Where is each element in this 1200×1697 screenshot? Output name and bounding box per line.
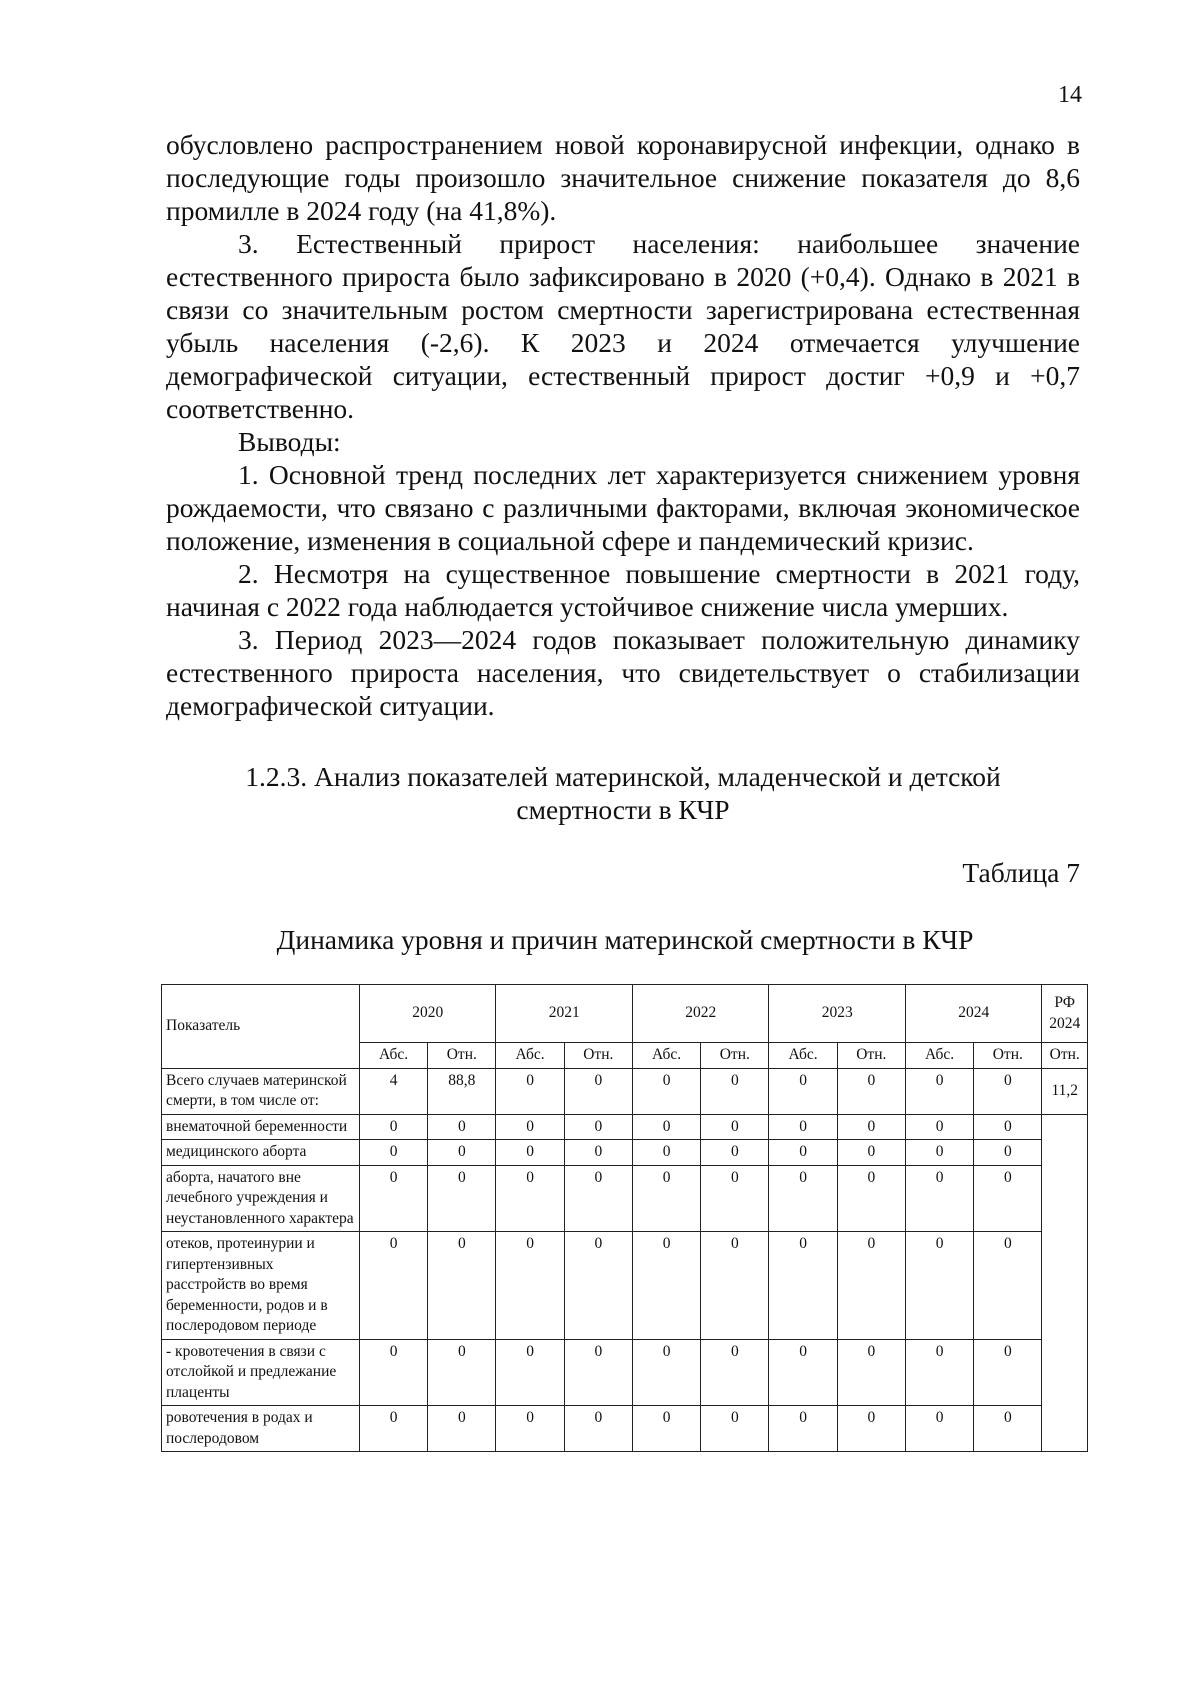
rf-value: 11,2	[1042, 1068, 1088, 1114]
table-cell: 0	[564, 1406, 632, 1452]
table-cell: 0	[632, 1165, 700, 1232]
table-cell: 0	[359, 1140, 427, 1166]
paragraph: 3. Период 2023—2024 годов показывает положительную динамику естественного прироста населения, что свидетельствует о стабилизации демографической ситуации.	[166, 624, 1080, 721]
otn-header: Отн.	[428, 1043, 496, 1069]
indicator-header: Показатель	[162, 985, 360, 1069]
table-cell: 0	[837, 1406, 905, 1452]
table-cell: 0	[837, 1068, 905, 1114]
table-title: Динамика уровня и причин материнской смертности в КЧР	[276, 924, 974, 955]
rf-header-line: 2024	[1049, 1014, 1081, 1032]
table-cell: 0	[701, 1114, 769, 1140]
table-cell: 0	[428, 1140, 496, 1166]
table-cell: 0	[974, 1114, 1042, 1140]
table-row	[162, 1140, 1088, 1166]
paragraph: 2. Несмотря на существенное повышение смертности в 2021 году, начиная с 2022 года наблюдается устойчивое снижение числа умерших.	[166, 558, 1080, 622]
table-cell: 0	[837, 1232, 905, 1340]
table-cell: 0	[974, 1068, 1042, 1114]
row-label: внематочной беременности	[162, 1114, 360, 1140]
page-number: 14	[1058, 82, 1082, 108]
table-cell: 0	[905, 1339, 973, 1406]
table-cell: 0	[837, 1165, 905, 1232]
table-cell: 0	[359, 1339, 427, 1406]
table-cell: 0	[632, 1406, 700, 1452]
table-cell: 0	[769, 1165, 837, 1232]
table-cell: 0	[496, 1140, 564, 1166]
table-cell: 0	[428, 1165, 496, 1232]
otn-header: Отн.	[837, 1043, 905, 1069]
table-cell: 0	[701, 1232, 769, 1340]
year-header: 2023	[769, 985, 906, 1043]
table-cell: 0	[496, 1114, 564, 1140]
table-cell: 0	[428, 1232, 496, 1340]
abs-header: Абс.	[769, 1043, 837, 1069]
year-header: 2022	[632, 985, 769, 1043]
table-cell: 88,8	[428, 1068, 496, 1114]
section-heading-line: 1.2.3. Анализ показателей материнской, младенческой и детской	[245, 761, 1001, 792]
table-cell: 0	[496, 1165, 564, 1232]
table-row	[162, 1232, 1088, 1340]
table-row	[162, 1114, 1088, 1140]
rf-header	[1042, 985, 1088, 1043]
table-cell: 0	[359, 1114, 427, 1140]
year-header: 2024	[905, 985, 1042, 1043]
table-cell: 0	[837, 1140, 905, 1166]
table-cell: 0	[564, 1140, 632, 1166]
table-cell: 0	[769, 1068, 837, 1114]
table-cell: 0	[428, 1114, 496, 1140]
otn-header: Отн.	[564, 1043, 632, 1069]
table-cell: 0	[905, 1114, 973, 1140]
table-cell: 0	[564, 1068, 632, 1114]
paragraph: Выводы:	[238, 426, 341, 457]
row-label: отеков, протеинурии и гипертензивных расстройств во время беременности, родов и в послеродовом периоде	[162, 1232, 360, 1340]
table-cell: 0	[837, 1114, 905, 1140]
abs-header: Абс.	[496, 1043, 564, 1069]
otn-header: Отн.	[974, 1043, 1042, 1069]
section-heading	[166, 760, 1080, 826]
year-header: 2020	[359, 985, 496, 1043]
abs-header: Абс.	[905, 1043, 973, 1069]
year-header: 2021	[496, 985, 633, 1043]
paragraph: 3. Естественный прирост населения: наибольшее значение естественного прироста было зафиксировано в 2020 (+0,4). Однако в 2021 в связи со значительным ростом смертности зарегистрирована естественная убыль населения (-2,6). К 2023 и 2024 отмечается улучшение демографической ситуации, естественный прирост достиг +0,9 и +0,7 соответственно.	[166, 228, 1080, 424]
table-cell: 0	[769, 1114, 837, 1140]
abs-header: Абс.	[359, 1043, 427, 1069]
rf-otn-header: Отн.	[1042, 1043, 1088, 1069]
row-label: ровотечения в родах и послеродовом	[162, 1406, 360, 1452]
table-cell: 0	[632, 1140, 700, 1166]
table-cell: 0	[974, 1406, 1042, 1452]
table-cell: 0	[359, 1406, 427, 1452]
table-cell: 0	[632, 1339, 700, 1406]
table-cell: 0	[632, 1232, 700, 1340]
table-cell: 0	[905, 1406, 973, 1452]
table-cell: 0	[974, 1165, 1042, 1232]
row-label: - кровотечения в связи с отслойкой и предлежание плаценты	[162, 1339, 360, 1406]
table-cell: 0	[701, 1339, 769, 1406]
table-cell: 0	[837, 1339, 905, 1406]
row-label: медицинского аборта	[162, 1140, 360, 1166]
table-cell: 0	[632, 1114, 700, 1140]
table-row	[162, 1339, 1088, 1406]
table-cell: 0	[769, 1232, 837, 1340]
table-cell: 0	[769, 1406, 837, 1452]
table-cell: 0	[359, 1232, 427, 1340]
row-label: аборта, начатого вне лечебного учреждения и неустановленного характера	[162, 1165, 360, 1232]
table-cell: 0	[974, 1339, 1042, 1406]
rf-header-line: РФ	[1054, 994, 1076, 1011]
table-cell: 0	[701, 1165, 769, 1232]
table-cell: 0	[701, 1406, 769, 1452]
table-cell: 0	[701, 1140, 769, 1166]
table-cell: 0	[905, 1232, 973, 1340]
table-row	[162, 1406, 1088, 1452]
table-row	[162, 1165, 1088, 1232]
row-label: Всего случаев материнской смерти, в том числе от:	[162, 1068, 360, 1114]
table-cell: 0	[496, 1232, 564, 1340]
table-cell: 0	[359, 1165, 427, 1232]
paragraph: обусловлено распространением новой коронавирусной инфекции, однако в последующие годы произошло значительное снижение показателя до 8,6 промилле в 2024 году (на 41,8%).	[166, 129, 1080, 226]
table-cell: 0	[974, 1232, 1042, 1340]
table-cell: 0	[564, 1339, 632, 1406]
table-cell: 0	[769, 1140, 837, 1166]
paragraph: 1. Основной тренд последних лет характеризуется снижением уровня рождаемости, что связано с различными факторами, включая экономическое положение, изменения в социальной сфере и пандемический кризис.	[166, 459, 1080, 556]
table-cell: 4	[359, 1068, 427, 1114]
table-cell: 0	[632, 1068, 700, 1114]
table-cell: 0	[564, 1232, 632, 1340]
table-cell: 0	[769, 1339, 837, 1406]
otn-header: Отн.	[701, 1043, 769, 1069]
table-cell: 0	[496, 1068, 564, 1114]
table-cell: 0	[428, 1406, 496, 1452]
maternal-mortality-table	[161, 984, 1088, 1452]
table-cell: 0	[701, 1068, 769, 1114]
table-cell: 0	[905, 1165, 973, 1232]
table-cell: 0	[905, 1068, 973, 1114]
abs-header: Абс.	[632, 1043, 700, 1069]
table-cell: 0	[428, 1339, 496, 1406]
table-cell: 0	[496, 1406, 564, 1452]
section-heading-line: смертности в КЧР	[516, 794, 730, 825]
table-cell: 0	[974, 1140, 1042, 1166]
table-cell: 0	[496, 1339, 564, 1406]
table-cell: 0	[905, 1140, 973, 1166]
rf-empty-cell	[1042, 1114, 1088, 1452]
table-row	[162, 1068, 1088, 1114]
table-label: Таблица 7	[962, 857, 1080, 888]
body-text	[166, 128, 1080, 722]
table-cell: 0	[564, 1165, 632, 1232]
table-cell: 0	[564, 1114, 632, 1140]
